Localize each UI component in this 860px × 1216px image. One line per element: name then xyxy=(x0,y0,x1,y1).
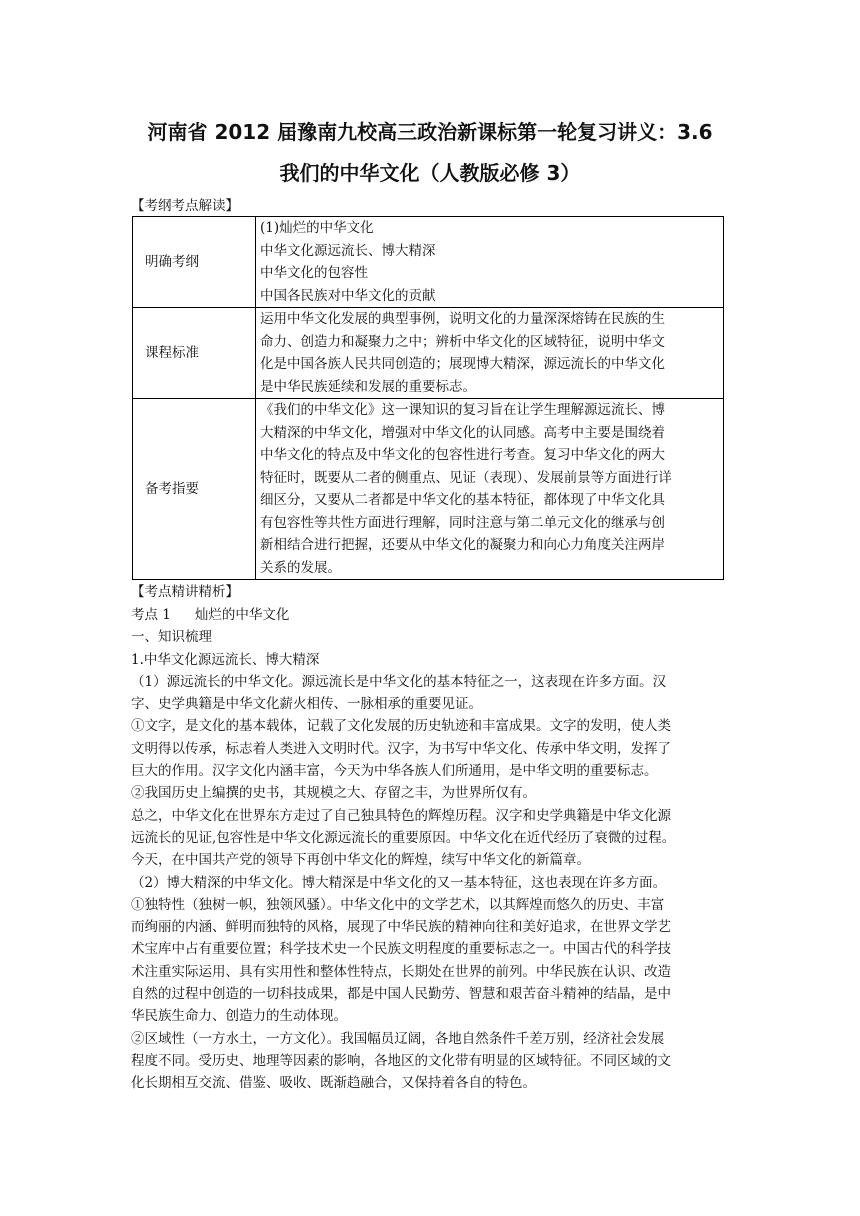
paragraph xyxy=(131,872,735,894)
paragraph xyxy=(131,805,735,872)
text-line: 巨大的作用。汉字文化内涵丰富，今天为中华各族人们所通用，是中华文明的重要标志。 xyxy=(131,763,658,780)
content-line: 中华文化的特点及中华文化的包容性进行考查。复习中华文化的两大 xyxy=(260,447,665,463)
document-body xyxy=(131,604,735,1095)
table-row xyxy=(133,399,724,580)
row-content xyxy=(256,399,724,580)
content-line: 《我们的中华文化》这一课知识的复习旨在让学生理解源远流长、博 xyxy=(260,402,665,418)
table-row xyxy=(133,308,724,399)
content-line: 大精深的中华文化，增强对中华文化的认同感。高考中主要是围绕着 xyxy=(260,424,665,441)
text-line: ②区域性（一方水土，一方文化）。我国幅员辽阔，各地自然条件千差万别，经济社会发展 xyxy=(131,1030,665,1047)
section-header-exam-outline: 【考纲考点解读】 xyxy=(131,198,239,214)
content-line: 关系的发展。 xyxy=(260,559,341,576)
content-line: 中华文化的包容性 xyxy=(260,265,368,281)
text-line: 华民族生命力、创造力的生动体现。 xyxy=(131,1008,347,1025)
text-line: 字、史学典籍是中华文化薪火相传、一脉相承的重要见证。 xyxy=(131,696,482,713)
point-heading xyxy=(131,604,735,626)
content-line: 命力、创造力和凝聚力之中；辨析中华文化的区域特征，说明中华文 xyxy=(260,333,665,350)
content-line: (1)灿烂的中华文化 xyxy=(260,220,374,236)
paragraph xyxy=(131,894,735,1028)
content-line: 中国各民族对中华文化的贡献 xyxy=(260,287,436,304)
exam-outline-table xyxy=(132,216,724,580)
text-line: 化长期相互交流、借鉴、吸收、既渐趋融合，又保持着各自的特色。 xyxy=(131,1075,536,1092)
text-line: 而绚丽的内涵、鲜明而独特的风格，展现了中华民族的精神向往和美好追求，在世界文学艺 xyxy=(131,919,671,936)
document-title-line-2: 我们的中华文化（人教版必修 3） xyxy=(279,161,581,185)
paragraph xyxy=(131,671,735,716)
row-label: 备考指要 xyxy=(133,399,256,580)
subsection-heading: 一、知识梳理 xyxy=(131,629,212,646)
text-line: （1）源远流长的中华文化。源远流长是中华文化的基本特征之一，这表现在许多方面。汉 xyxy=(131,673,667,690)
table-row xyxy=(133,217,724,308)
section-header-key-points: 【考点精讲精析】 xyxy=(131,584,239,600)
document-title-line-1: 河南省 2012 届豫南九校高三政治新课标第一轮复习讲义：3.6 xyxy=(147,120,713,144)
content-line: 中华文化源远流长、博大精深 xyxy=(260,242,436,259)
text-line: 文明得以传承，标志着人类进入文明时代。汉字，为书写中华文化、传承中华文明，发挥了 xyxy=(131,740,671,757)
content-line: 特征时，既要从二者的侧重点、见证（表现）、发展前景等方面进行详 xyxy=(260,469,672,486)
topic-heading: 1.中华文化源远流长、博大精深 xyxy=(131,651,320,668)
point-number: 考点 1 xyxy=(131,607,171,623)
content-line: 有包容性等共性方面进行理解，同时注意与第二单元文化的继承与创 xyxy=(260,514,665,531)
point-title: 灿烂的中华文化 xyxy=(194,607,290,623)
content-line: 细区分，又要从二者都是中华文化的基本特征，都体现了中华文化具 xyxy=(260,492,665,508)
row-content xyxy=(256,217,724,308)
text-line: ②我国历史上编撰的史书，其规模之大、存留之丰，为世界所仅有。 xyxy=(131,785,536,802)
text-line: 总之，中华文化在世界东方走过了自己独具特色的辉煌历程。汉字和史学典籍是中华文化源 xyxy=(131,807,671,824)
row-label: 明确考纲 xyxy=(133,217,256,308)
text-line: 术宝库中占有重要位置；科学技术史一个民族文明程度的重要标志之一。中国古代的科学技 xyxy=(131,941,671,958)
content-line: 新相结合进行把握，还要从中华文化的凝聚力和向心力角度关注两岸 xyxy=(260,537,665,553)
text-line: 程度不同。受历史、地理等因素的影响，各地区的文化带有明显的区域特征。不同区域的文 xyxy=(131,1052,671,1069)
content-line: 是中华民族延续和发展的重要标志。 xyxy=(260,378,476,395)
content-line: 运用中华文化发展的典型事例，说明文化的力量深深熔铸在民族的生 xyxy=(260,311,665,327)
row-label: 课程标准 xyxy=(133,308,256,399)
text-line: ①独特性（独树一帜，独领风骚）。中华文化中的文学艺术，以其辉煌而悠久的历史、丰富 xyxy=(131,896,665,913)
paragraph xyxy=(131,715,735,782)
content-line: 化是中国各族人民共同创造的；展现博大精深，源远流长的中华文化 xyxy=(260,356,665,372)
row-content xyxy=(256,308,724,399)
text-line: 自然的过程中创造的一切科技成果，都是中国人民勤劳、智慧和艰苦奋斗精神的结晶，是中 xyxy=(131,986,671,1003)
text-line: ①文字，是文化的基本载体，记载了文化发展的历史轨迹和丰富成果。文字的发明，使人类 xyxy=(131,718,671,735)
text-line: 远流长的见证,包容性是中华文化源远流长的重要原因。中华文化在近代经历了衰微的过程。 xyxy=(131,829,676,846)
paragraph xyxy=(131,1028,735,1095)
text-line: 术注重实际运用、具有实用性和整体性特点，长期处在世界的前列。中华民族在认识、改造 xyxy=(131,963,671,980)
paragraph xyxy=(131,782,735,804)
text-line: 今天，在中国共产党的领导下再创中华文化的辉煌，续写中华文化的新篇章。 xyxy=(131,852,590,869)
text-line: （2）博大精深的中华文化。博大精深是中华文化的又一基本特征，这也表现在许多方面。 xyxy=(131,874,667,891)
